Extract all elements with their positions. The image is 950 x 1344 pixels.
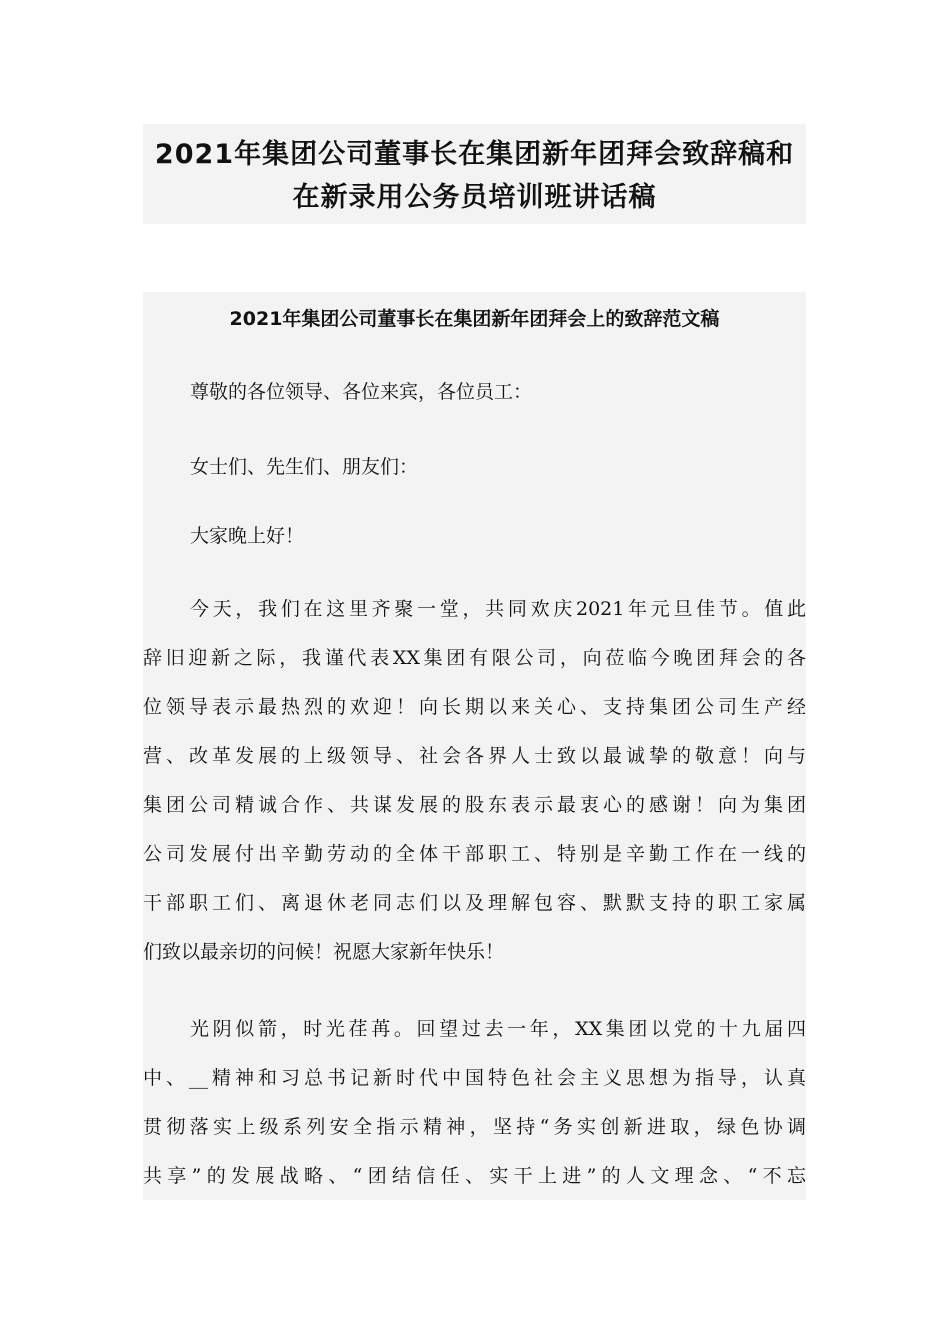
text-line: 光阴似箭，时光荏苒。回望过去一年，XX集团以党的十九届四	[190, 1018, 806, 1040]
text-line: 干部职工们、离退休老同志们以及理解包容、默默支持的职工家属	[143, 892, 806, 914]
text-line: 们致以最亲切的问候！祝愿大家新年快乐！	[143, 941, 505, 963]
text-line: 大家晚上好！	[190, 525, 305, 547]
document-title	[143, 124, 806, 219]
greeting-line	[143, 512, 806, 561]
text-line: 贯彻落实上级系列安全指示精神，坚持“务实创新进取，绿色协调	[143, 1116, 806, 1138]
text-line: 集团公司精诚合作、共谋发展的股东表示最衷心的感谢！向为集团	[143, 794, 806, 816]
text-line: 共享”的发展战略、“团结信任、实干上进”的人文理念、“不忘	[143, 1165, 806, 1187]
greeting-line	[143, 443, 806, 492]
document-title-line: 2021年集团公司董事长在集团新年团拜会致辞稿和	[154, 139, 795, 170]
greeting-line	[143, 368, 806, 417]
paragraph	[143, 585, 806, 977]
text-line: 尊敬的各位领导、各位来宾，各位员工：	[190, 381, 533, 403]
document-title-line: 在新录用公务员培训班讲话稿	[292, 182, 657, 213]
document-body	[143, 292, 806, 1200]
text-line: 中、__精神和习总书记新时代中国特色社会主义思想为指导，认真	[143, 1067, 806, 1089]
text-line: 公司发展付出辛勤劳动的全体干部职工、特别是辛勤工作在一线的	[143, 843, 806, 865]
text-line: 女士们、先生们、朋友们：	[190, 456, 419, 478]
text-line: 今天，我们在这里齐聚一堂，共同欢庆2021年元旦佳节。值此	[190, 598, 806, 620]
text-line: 位领导表示最热烈的欢迎！向长期以来关心、支持集团公司生产经	[143, 696, 806, 718]
paragraph	[143, 1005, 806, 1201]
document-title-block	[143, 124, 806, 224]
section-title: 2021年集团公司董事长在集团新年团拜会上的致辞范文稿	[229, 308, 720, 330]
text-line: 辞旧迎新之际，我谨代表XX集团有限公司，向莅临今晚团拜会的各	[143, 647, 806, 669]
text-line: 营、改革发展的上级领导、社会各界人士致以最诚挚的敬意！向与	[143, 745, 806, 767]
